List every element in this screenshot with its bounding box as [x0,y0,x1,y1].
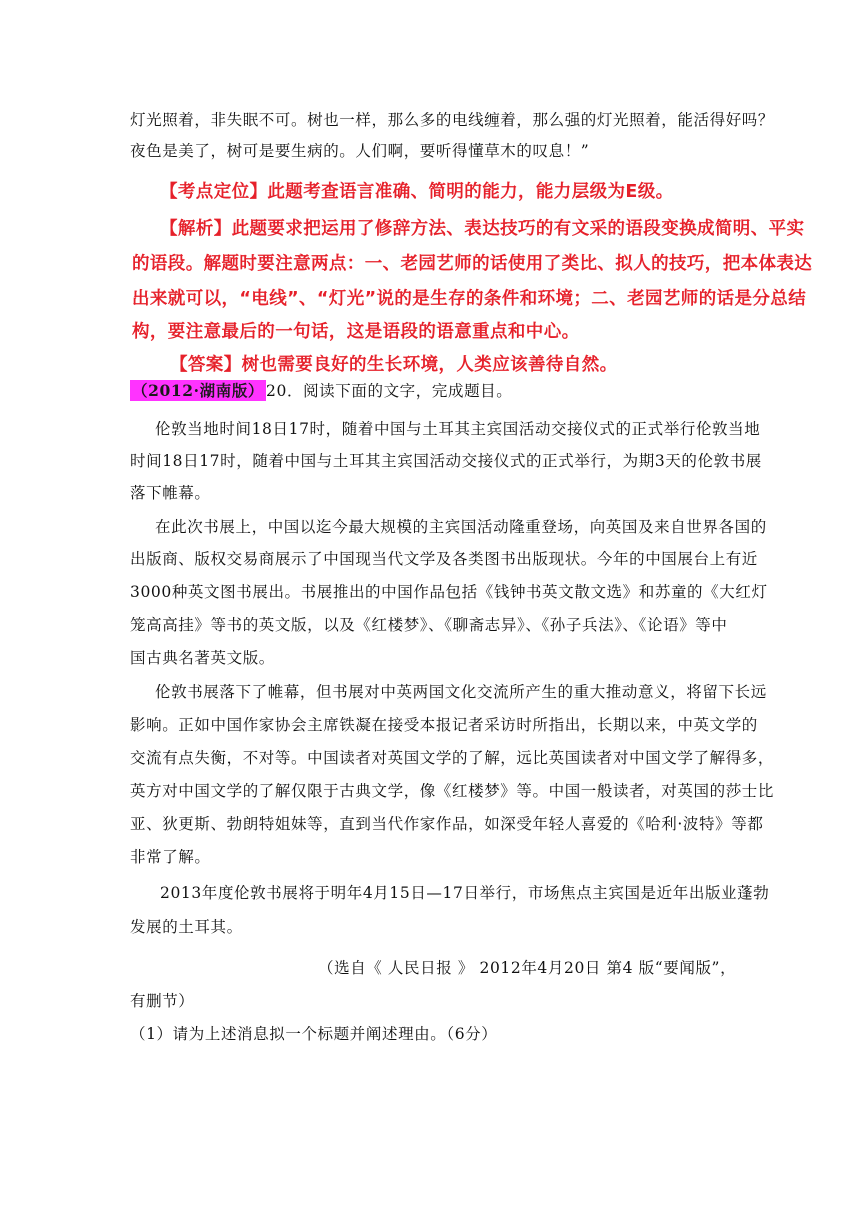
question-1: （1）请为上述消息拟一个标题并阐述理由。（6分） [130,1025,498,1043]
passage-p4-line-2: 发展的土耳其。 [130,918,243,936]
passage-p1-line-2: 时间18日17时，随着中国与土耳其主宾国活动交接仪式的正式举行，为期3天的伦敦书展 [130,452,762,470]
passage-p3-line-6: 非常了解。 [130,848,211,866]
passage-p1-line-3: 落下帷幕。 [130,484,211,502]
passage-p2-line-3: 3000种英文图书展出。书展推出的中国作品包括《钱钟书英文散文选》和苏童的《大红灯 [130,583,768,601]
answer-line: 【答案】树也需要良好的生长环境，人类应该善待自然。 [170,355,618,375]
question-title: 20．阅读下面的文字，完成题目。 [266,382,513,400]
source-line-2: 有删节） [130,992,195,1010]
jiexi-line-1: 【解析】此题要求把运用了修辞方法、表达技巧的有文采的语段变换成简明、平实 [160,219,805,239]
passage-p3-line-2: 影响。正如中国作家协会主席铁凝在接受本报记者采访时所指出，长期以来，中英文学的 [130,716,758,734]
jiexi-line-4: 构，要注意最后的一句话，这是语段的语意重点和中心。 [132,322,580,342]
passage-p3-line-5: 亚、狄更斯、勃朗特姐妹等，直到当代作家作品，如深受年轻人喜爱的《哈利·波特》等都 [130,815,764,833]
jiexi-line-3: 出来就可以，“电线”、“灯光”说的是生存的条件和环境；二、老园艺师的话是分总结 [132,289,807,309]
passage-p2-line-2: 出版商、版权交易商展示了中国现当代文学及各类图书出版现状。今年的中国展台上有近 [130,550,758,568]
passage-p3-line-1: 伦敦书展落下了帷幕，但书展对中英两国文化交流所产生的重大推动意义，将留下长远 [155,683,767,701]
passage-p2-line-1: 在此次书展上，中国以迄今最大规模的主宾国活动隆重登场，向英国及来自世界各国的 [155,518,767,536]
passage-p2-line-4: 笼高高挂》等书的英文版，以及《红楼梦》、《聊斋志异》、《孙子兵法》、《论语》等中 [130,616,728,634]
intro-line-2: 夜色是美了，树可是要生病的。人们啊，要听得懂草木的叹息！” [130,142,590,160]
question-heading [130,381,512,401]
passage-p3-line-4: 英方对中国文学的了解仅限于古典文学，像《红楼梦》等。中国一般读者，对英国的莎士比 [130,782,775,800]
kaodian-line: 【考点定位】此题考查语言准确、简明的能力，能力层级为E级。 [160,182,674,202]
source-line-1: （选自《 人民日报 》 2012年4月20日 第4 版“要闻版”， [318,959,737,977]
passage-p2-line-5: 国古典名著英文版。 [130,649,275,667]
passage-p4-line-1: 2013年度伦敦书展将于明年4月15日—17日举行，市场焦点主宾国是近年出版业蓬勃 [160,884,770,902]
passage-p1-line-1: 伦敦当地时间18日17时，随着中国与土耳其主宾国活动交接仪式的正式举行伦敦当地 [155,420,761,438]
source-tag-badge: （2012·湖南版） [132,381,265,400]
intro-line-1: 灯光照着，非失眠不可。树也一样，那么多的电线缠着，那么强的灯光照着，能活得好吗？ [130,111,775,129]
passage-p3-line-3: 交流有点失衡，不对等。中国读者对英国文学的了解，远比英国读者对中国文学了解得多， [130,749,775,767]
jiexi-line-2: 的语段。解题时要注意两点：一、老园艺师的话使用了类比、拟人的技巧，把本体表达 [132,254,813,274]
